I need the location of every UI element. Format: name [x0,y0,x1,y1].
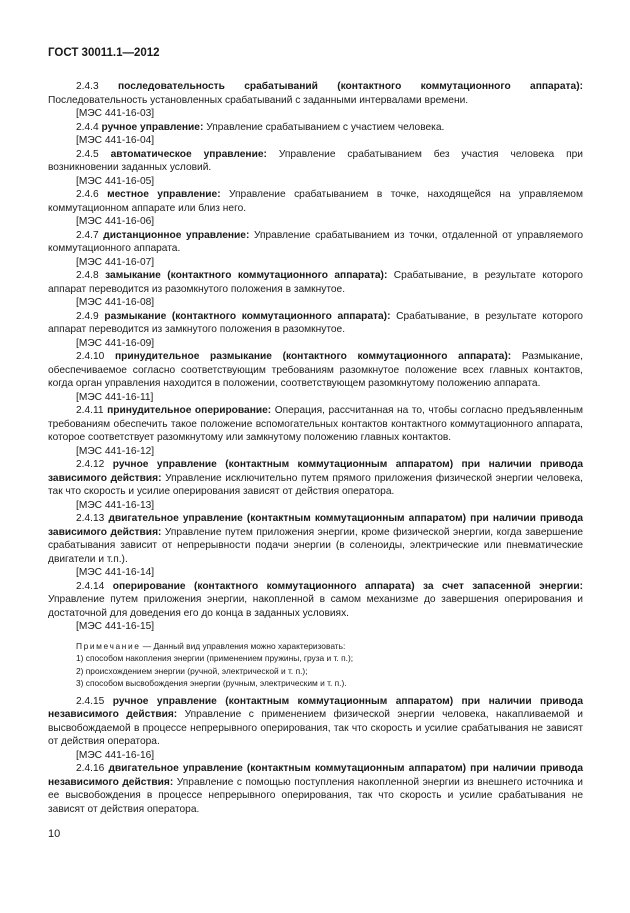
entry-2-4-6: 2.4.6 местное управление: Управление срабатыванием в точке, находящейся на управляемом коммутационном аппарате или близ него. [48,189,583,214]
reference: [МЭС 441-16-13] [76,499,155,511]
note-block [48,640,583,690]
reference: [МЭС 441-16-05] [76,175,155,187]
document-body [48,80,583,816]
page-number: 10 [48,828,61,840]
entry-2-4-10: 2.4.10 принудительное размыкание (контактного коммутационного аппарата): Размыкание, обеспечиваемое согласно соответствующим требованиям разомкнутое положение всех главных контактов, когда орган управления находится в положении, соответствующем разомкнутому положению аппарата. [48,351,583,389]
reference: [МЭС 441-16-04] [76,135,155,146]
entry-2-4-14: 2.4.14 оперирование (контактного коммутационного аппарата) за счет запасенной энергии: Управление путем приложения энергии, накопленной в самом механизме до завершения оперирования и достаточной для доведения его до конца в заданных условиях. [48,580,583,619]
entry-2-4-9: 2.4.9 размыкание (контактного коммутационного аппарата): Срабатывание, в результате которого аппарат переводится из замкнутого положения в разомкнутое. [48,310,583,335]
reference: [МЭС 441-16-14] [76,567,155,578]
entry-2-4-12: 2.4.12 ручное управление (контактным коммутационным аппаратом) при наличии привода зависимого действия: Управление исключительно путем прямого приложения физической энергии человека, так что скорость и усилие оперирования зависят от действия оператора. [48,459,583,497]
entry-2-4-3: 2.4.3 последовательность срабатываний (контактного коммутационного аппарата): Последовательность установленных срабатываний с заданными интервалами времени. [48,81,583,106]
reference: [МЭС 441-16-06] [76,216,155,227]
entry-2-4-16: 2.4.16 двигательное управление (контактным коммутационным аппаратом) при наличии привода независимого действия: Управление с помощью поступления накопленной энергии из внешнего источника и ее высвобождения в процессе непрерывного оперирования, так что скорость и усилие срабатывания не зависят от действия оператора. [48,763,583,815]
reference: [МЭС 441-16-09] [76,337,155,349]
note-line: 3) способом высвобождения энергии (ручным, электрическим и т. п.). [76,678,347,688]
entry-2-4-11: 2.4.11 принудительное оперирование: Операция, рассчитанная на то, чтобы согласно предъявленным требованиям обеспечить такое положение вспомогательных контактов контактного коммутационного аппарата, которое соответствует разомкнутому или замкнутому положению главных контактов. [48,405,583,443]
reference: [МЭС 441-16-08] [76,297,155,308]
document-header: ГОСТ 30011.1—2012 [48,47,160,59]
note-line: 1) способом накопления энергии (применением пружины, груза и т. п.); [76,653,354,663]
entry-2-4-15: 2.4.15 ручное управление (контактным коммутационным аппаратом) при наличии привода независимого действия: Управление с применением физической энергии человека, накапливаемой и высвобождаемой в процессе непрерывного оперирования, так что скорость и усилие срабатывания не зависят от действия оператора. [48,695,583,747]
entry-2-4-4: 2.4.4 ручное управление: Управление срабатыванием с участием человека. [76,121,445,133]
reference: [МЭС 441-16-11] [76,391,154,403]
entry-2-4-7: 2.4.7 дистанционное управление: Управление срабатыванием из точки, отдаленной от управляемого коммутационного аппарата. [48,229,583,254]
reference: [МЭС 441-16-07] [76,256,155,268]
reference: [МЭС 441-16-16] [76,749,155,761]
reference: [МЭС 441-16-03] [76,108,155,119]
reference: [МЭС 441-16-15] [76,621,155,632]
entry-2-4-13: 2.4.13 двигательное управление (контактным коммутационным аппаратом) при наличии привода зависимого действия: Управление путем приложения энергии, кроме физической энергии, когда завершение срабатывания зависит от непрерывности подачи энергии (в соленоиды, электрические или пневматические двигатели и т.п.). [48,513,583,565]
note-heading: Примечание — Данный вид управления можно характеризовать: [76,640,346,651]
entry-2-4-8: 2.4.8 замыкание (контактного коммутационного аппарата): Срабатывание, в результате которого аппарат переводится из разомкнутого положения в замкнутое. [48,270,583,295]
note-title: Примечание [76,640,141,651]
note-line: 2) происхождением энергии (ручной, электрической и т. п.); [76,665,308,676]
entry-2-4-5: 2.4.5 автоматическое управление: Управление срабатыванием без участия человека при возникновении заданных условий. [48,148,583,173]
reference: [МЭС 441-16-12] [76,445,155,457]
